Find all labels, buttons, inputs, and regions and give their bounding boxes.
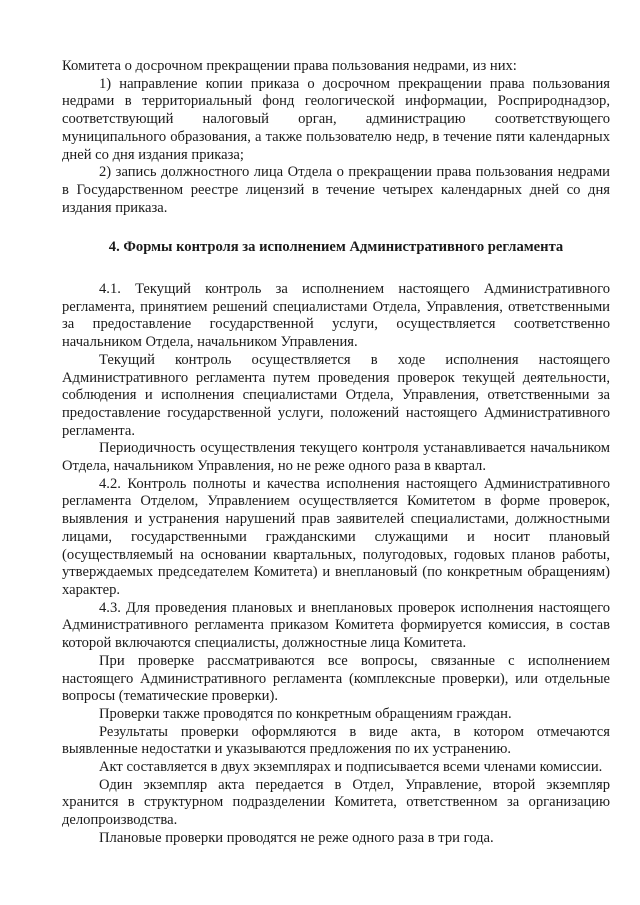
document-page: [62, 58, 610, 848]
paragraph-results-act: Результаты проверки оформляются в виде акта, в котором отмечаются выявленные недостатки и указываются предложения по их устранению.: [62, 723, 610, 758]
list-item-2: 2) запись должностного лица Отдела о прекращении права пользования недрами в Государственном реестре лицензий в течение четырех календарных дней со дня издания приказа.: [62, 164, 610, 216]
paragraph-act-distribution: Один экземпляр акта передается в Отдел, Управление, второй экземпляр хранится в структурном подразделении Комитета, ответственном за организацию делопроизводства.: [62, 776, 610, 829]
intro-line: Комитета о досрочном прекращении права пользования недрами, из них:: [62, 58, 517, 74]
paragraph-periodicity: Периодичность осуществления текущего контроля устанавливается начальником Отдела, начальником Управления, но не реже одного раза в квартал.: [62, 440, 610, 475]
paragraph-4-3: 4.3. Для проведения плановых и внеплановых проверок исполнения настоящего Административного регламента приказом Комитета формируется комиссия, в состав которой включаются специалисты, должностные лица Комитета.: [62, 599, 610, 652]
list-item-1: 1) направление копии приказа о досрочном прекращении права пользования недрами в территориальный фонд геологической информации, Росприроднадзор, соответствующий налоговый орган, администрацию соответствующего муниципального образования, а также пользователю недр, в течение пяти календарных дней со дня издания приказа;: [62, 75, 610, 163]
paragraph-4-2: 4.2. Контроль полноты и качества исполнения настоящего Административного регламента Отделом, Управлением осуществляется Комитетом в форме проверок, выявления и устранения нарушений прав заявителей специалистами, должностными лицами, государственными гражданскими служащими и носит плановый (осуществляемый на основании квартальных, полугодовых, годовых планов работы, утверждаемых председателем Комитета) и внеплановый (по конкретным обращениям) характер.: [62, 475, 610, 598]
paragraph-4-1: 4.1. Текущий контроль за исполнением настоящего Административного регламента, принятием решений специалистами Отдела, Управления, ответственными за предоставление государственной услуги, осуществляется соответственно начальником Отдела, начальником Управления.: [62, 281, 610, 351]
paragraph-citizen-requests: Проверки также проводятся по конкретным обращениям граждан.: [99, 705, 512, 722]
paragraph-current-control: Текущий контроль осуществляется в ходе исполнения настоящего Административного регламента путем проведения проверок текущей деятельности, соблюдения и исполнения специалистами Отдела, Управления, ответственными за предоставление государственной услуги, положений настоящего Административного регламента.: [62, 351, 610, 439]
paragraph-inspection-scope: При проверке рассматриваются все вопросы, связанные с исполнением настоящего Административного регламента (комплексные проверки), или отдельные вопросы (тематические проверки).: [62, 652, 610, 705]
paragraph-planned-frequency: Плановые проверки проводятся не реже одного раза в три года.: [99, 829, 494, 846]
section-heading: 4. Формы контроля за исполнением Административного регламента: [108, 239, 564, 256]
paragraph-act-copies: Акт составляется в двух экземплярах и подписывается всеми членами комиссии.: [99, 759, 603, 776]
